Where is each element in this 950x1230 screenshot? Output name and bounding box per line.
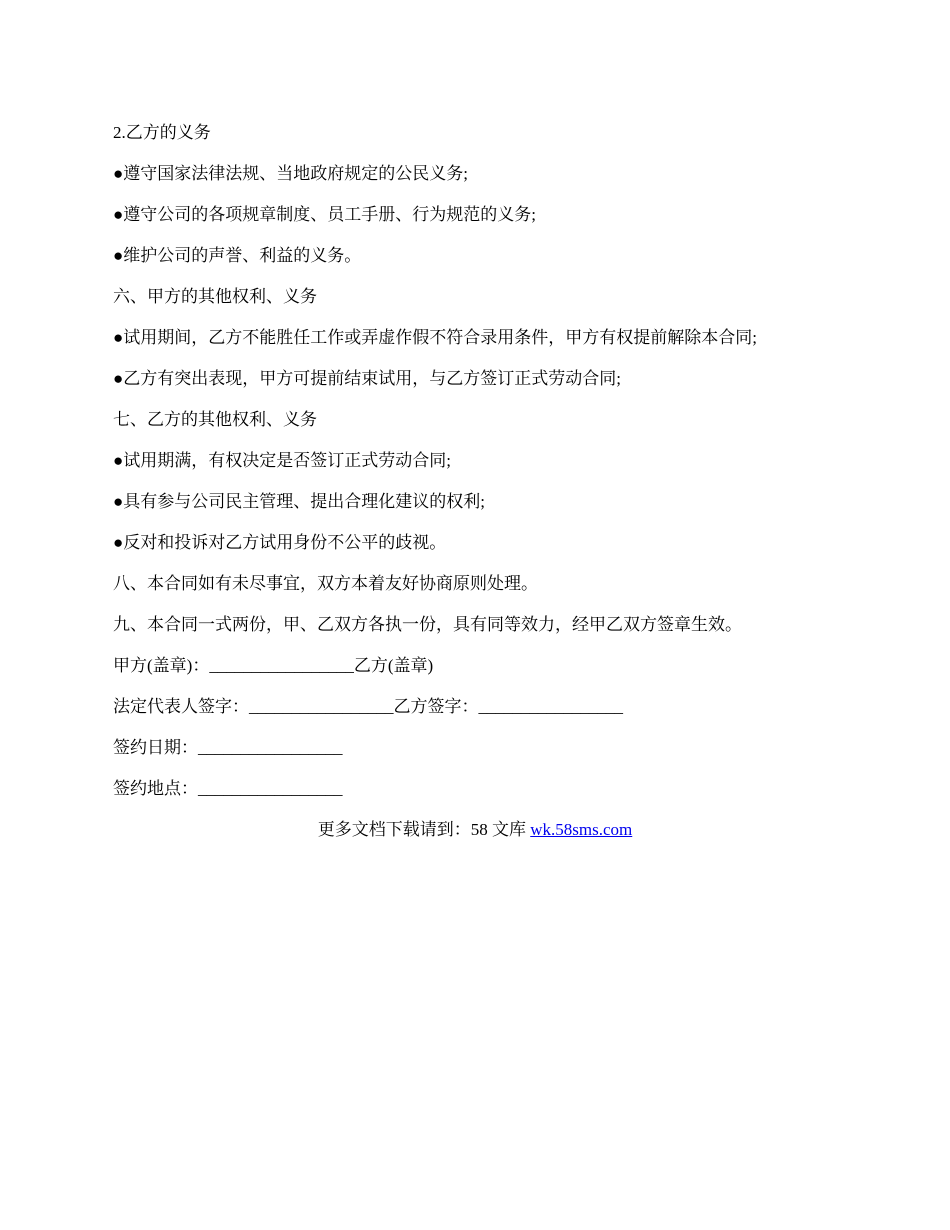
footer-download-note	[113, 809, 837, 850]
section-heading-party-a-other-rights: 六、甲方的其他权利、义务	[113, 287, 317, 306]
bullet-decide-formal-contract: ●试用期满，有权决定是否签订正式劳动合同;	[113, 451, 451, 470]
section-heading-party-b-other-rights: 七、乙方的其他权利、义务	[113, 410, 317, 429]
clause-nine-copies: 九、本合同一式两份，甲、乙双方各执一份，具有同等效力，经甲乙双方签章生效。	[113, 615, 742, 634]
bullet-participate-management: ●具有参与公司民主管理、提出合理化建议的权利;	[113, 492, 485, 511]
bullet-early-end-probation: ●乙方有突出表现，甲方可提前结束试用，与乙方签订正式劳动合同;	[113, 369, 621, 388]
bullet-obey-national-law: ●遵守国家法律法规、当地政府规定的公民义务;	[113, 164, 468, 183]
bullet-early-termination: ●试用期间，乙方不能胜任工作或弄虚作假不符合录用条件，甲方有权提前解除本合同;	[113, 328, 757, 347]
signature-line-seals: 甲方(盖章)：_________________乙方(盖章)	[113, 656, 434, 675]
section-heading-party-b-obligations: 2.乙方的义务	[113, 123, 211, 142]
signature-line-representatives: 法定代表人签字：_________________乙方签字：_________________	[113, 697, 623, 716]
bullet-oppose-discrimination: ●反对和投诉对乙方试用身份不公平的歧视。	[113, 533, 447, 552]
signing-date-line: 签约日期：_________________	[113, 738, 343, 757]
signing-place-line: 签约地点：_________________	[113, 779, 343, 798]
bullet-protect-company-reputation: ●维护公司的声誉、利益的义务。	[113, 246, 362, 265]
footer-link[interactable]: wk.58sms.com	[530, 820, 633, 839]
clause-eight-unresolved-matters: 八、本合同如有未尽事宜，双方本着友好协商原则处理。	[113, 574, 538, 593]
bullet-obey-company-rules: ●遵守公司的各项规章制度、员工手册、行为规范的义务;	[113, 205, 536, 224]
document-body	[113, 112, 843, 850]
footer-text: 更多文档下载请到：58 文库	[317, 820, 531, 839]
